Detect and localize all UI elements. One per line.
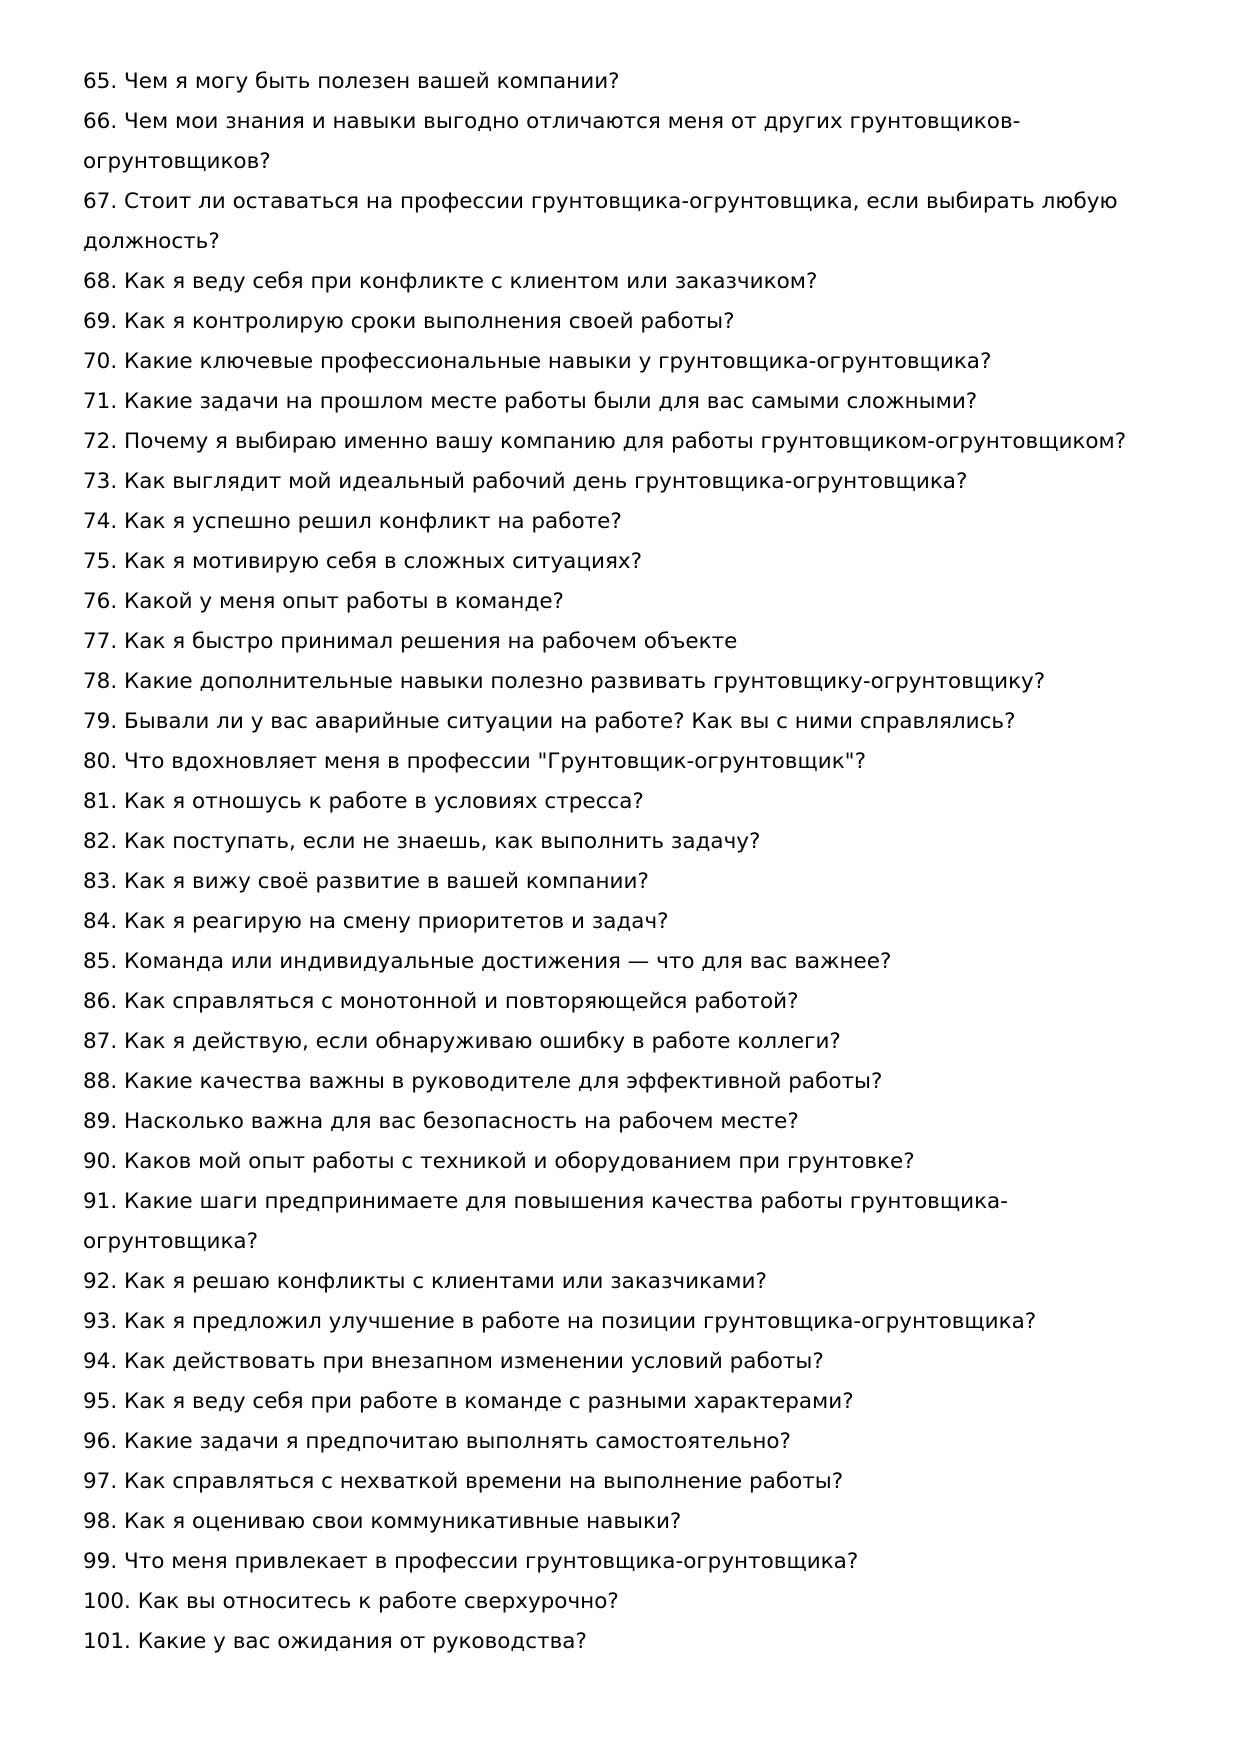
question-item: 83. Как я вижу своё развитие в вашей компании? bbox=[83, 869, 649, 894]
question-item: 84. Как я реагирую на смену приоритетов и задач? bbox=[83, 909, 669, 934]
question-item: 89. Насколько важна для вас безопасность на рабочем месте? bbox=[83, 1109, 799, 1134]
question-item: 72. Почему я выбираю именно вашу компанию для работы грунтовщиком-огрунтовщиком? bbox=[83, 429, 1127, 454]
question-item: 67. Стоит ли оставаться на профессии грунтовщика-огрунтовщика, если выбирать любую должность? bbox=[83, 189, 1118, 254]
question-item: 78. Какие дополнительные навыки полезно развивать грунтовщику-огрунтовщику? bbox=[83, 669, 1046, 694]
question-item: 82. Как поступать, если не знаешь, как выполнить задачу? bbox=[83, 829, 761, 854]
question-item: 71. Какие задачи на прошлом месте работы были для вас самыми сложными? bbox=[83, 389, 978, 414]
question-item: 76. Какой у меня опыт работы в команде? bbox=[83, 589, 564, 614]
question-item: 65. Чем я могу быть полезен вашей компании? bbox=[83, 69, 620, 94]
question-item: 70. Какие ключевые профессиональные навыки у грунтовщика-огрунтовщика? bbox=[83, 349, 992, 374]
question-item: 100. Как вы относитесь к работе сверхурочно? bbox=[83, 1589, 619, 1614]
question-item: 98. Как я оцениваю свои коммуникативные навыки? bbox=[83, 1509, 682, 1534]
question-item: 95. Как я веду себя при работе в команде с разными характерами? bbox=[83, 1389, 854, 1414]
question-item: 94. Как действовать при внезапном изменении условий работы? bbox=[83, 1349, 824, 1374]
question-item: 75. Как я мотивирую себя в сложных ситуациях? bbox=[83, 549, 643, 574]
question-item: 87. Как я действую, если обнаруживаю ошибку в работе коллеги? bbox=[83, 1029, 841, 1054]
question-item: 85. Команда или индивидуальные достижения — что для вас важнее? bbox=[83, 949, 892, 974]
question-item: 77. Как я быстро принимал решения на рабочем объекте bbox=[83, 629, 738, 654]
question-item: 93. Как я предложил улучшение в работе на позиции грунтовщика-огрунтовщика? bbox=[83, 1309, 1037, 1334]
question-item: 97. Как справляться с нехваткой времени на выполнение работы? bbox=[83, 1469, 844, 1494]
question-item: 91. Какие шаги предпринимаете для повышения качества работы грунтовщика-огрунтовщика? bbox=[83, 1189, 1008, 1254]
question-item: 99. Что меня привлекает в профессии грунтовщика-огрунтовщика? bbox=[83, 1549, 859, 1574]
question-item: 88. Какие качества важны в руководителе для эффективной работы? bbox=[83, 1069, 883, 1094]
question-item: 79. Бывали ли у вас аварийные ситуации на работе? Как вы с ними справлялись? bbox=[83, 709, 1016, 734]
question-item: 69. Как я контролирую сроки выполнения своей работы? bbox=[83, 309, 735, 334]
question-item: 86. Как справляться с монотонной и повторяющейся работой? bbox=[83, 989, 799, 1014]
question-item: 66. Чем мои знания и навыки выгодно отличаются меня от других грунтовщиков-огрунтовщиков? bbox=[83, 109, 1021, 174]
question-list bbox=[83, 62, 1173, 1662]
question-item: 92. Как я решаю конфликты с клиентами или заказчиками? bbox=[83, 1269, 767, 1294]
question-item: 73. Как выглядит мой идеальный рабочий день грунтовщика-огрунтовщика? bbox=[83, 469, 968, 494]
question-item: 80. Что вдохновляет меня в профессии "Грунтовщик-огрунтовщик"? bbox=[83, 749, 866, 774]
question-item: 81. Как я отношусь к работе в условиях стресса? bbox=[83, 789, 644, 814]
question-item: 74. Как я успешно решил конфликт на работе? bbox=[83, 509, 622, 534]
question-item: 96. Какие задачи я предпочитаю выполнять самостоятельно? bbox=[83, 1429, 791, 1454]
question-item: 68. Как я веду себя при конфликте с клиентом или заказчиком? bbox=[83, 269, 818, 294]
question-item: 90. Каков мой опыт работы с техникой и оборудованием при грунтовке? bbox=[83, 1149, 915, 1174]
question-item: 101. Какие у вас ожидания от руководства? bbox=[83, 1629, 587, 1654]
